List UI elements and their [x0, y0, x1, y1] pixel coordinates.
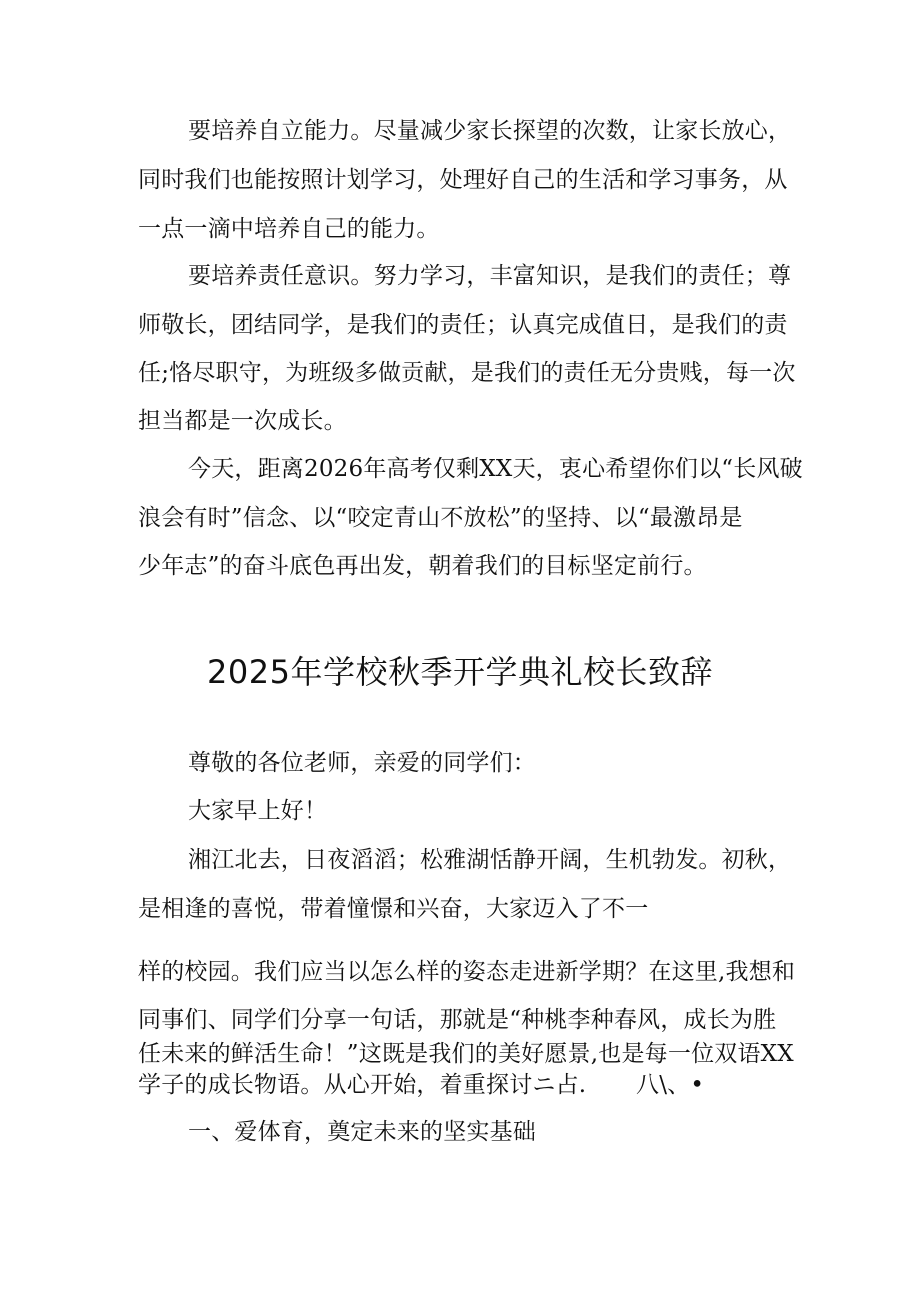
speech-title: 2025年学校秋季开学典礼校长致辞: [207, 653, 713, 691]
para-opening-line-3: 样的校园。我们应当以怎么样的姿态走进新学期？在这里,我想和: [138, 959, 796, 985]
para-today-line-2: 浪会有时”信念、以“咬定青山不放松”的坚持、以“最激昂是: [138, 505, 743, 531]
para-today-line-1: 今天，距离2026年高考仅剩XX天，衷心希望你们以“长风破: [188, 456, 803, 482]
stray-ocr-glyphs: 八\、•: [636, 1072, 705, 1098]
para-self-reliance-line-2: 同时我们也能按照计划学习，处理好自己的生活和学习事务，从: [138, 167, 788, 193]
para-opening-line-5: 任未来的鲜活生命！”这既是我们的美好愿景,也是每一位双语XX: [138, 1041, 794, 1067]
para-opening-line-2: 是相逢的喜悦，带着憧憬和兴奋，大家迈入了不一: [138, 896, 649, 922]
section-heading-1: 一、爱体育，奠定未来的坚实基础: [188, 1119, 536, 1145]
para-responsibility-line-2: 师敬长，团结同学，是我们的责任；认真完成值日，是我们的责: [138, 312, 788, 338]
para-opening-line-6: 学子的成长物语。从心开始，着重探讨ニ占.: [138, 1072, 587, 1098]
para-opening-line-1: 湘江北去，日夜滔滔；松雅湖恬静开阔，生机勃发。初秋，: [188, 847, 792, 873]
para-responsibility-line-4: 担当都是一次成长。: [138, 408, 347, 434]
greeting: 大家早上好！: [188, 798, 328, 824]
para-opening-line-4: 同事们、同学们分享一句话，那就是“种桃李种春风，成长为胜: [138, 1007, 777, 1033]
para-self-reliance-line-1: 要培养自立能力。尽量减少家长探望的次数，让家长放心，: [188, 118, 792, 144]
para-responsibility-line-3: 任;恪尽职守，为班级多做贡献，是我们的责任无分贵贱，每一次: [138, 360, 796, 386]
para-self-reliance-line-3: 一点一滴中培养自己的能力。: [138, 216, 440, 242]
salutation: 尊敬的各位老师，亲爱的同学们：: [188, 750, 536, 776]
para-responsibility-line-1: 要培养责任意识。努力学习，丰富知识，是我们的责任；尊: [188, 263, 792, 289]
para-today-line-3: 少年志”的奋斗底色再出发，朝着我们的目标坚定前行。: [138, 553, 707, 579]
